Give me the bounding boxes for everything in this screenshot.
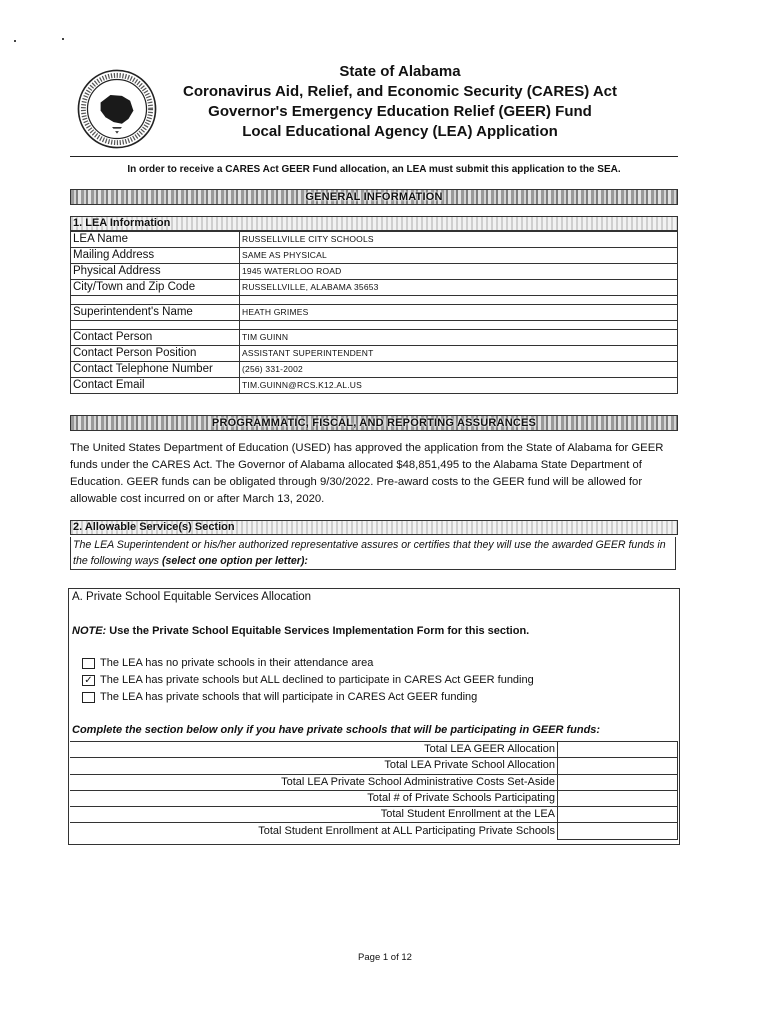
document-title: [170, 62, 630, 142]
general-information-band: [70, 189, 678, 205]
lea-field-value[interactable]: HEATH GRIMES: [240, 305, 678, 321]
lea-field-value[interactable]: TIM GUINN: [240, 330, 678, 346]
lea-field-label: LEA Name: [71, 232, 240, 248]
lea-field-value[interactable]: [240, 321, 678, 330]
totals-label: Total LEA Private School Allocation: [70, 758, 558, 774]
lea-field-label: Superintendent's Name: [71, 305, 240, 321]
lea-field-label: [71, 296, 240, 305]
private-school-note: [72, 625, 529, 637]
option-label: The LEA has no private schools in their attendance area: [100, 657, 374, 669]
lea-information-table: [70, 231, 678, 394]
lea-field-label: Contact Telephone Number: [71, 362, 240, 378]
lea-field-value[interactable]: TIM.GUINN@RCS.K12.AL.US: [240, 378, 678, 394]
note-prefix: NOTE:: [72, 625, 107, 637]
totals-row: [70, 774, 678, 790]
section-heading: PROGRAMMATIC, FISCAL, AND REPORTING ASSURANCES: [211, 417, 537, 429]
lea-info-row: [71, 378, 678, 394]
subsection-heading: 2. Allowable Service(s) Section: [73, 521, 235, 533]
lea-info-row: [71, 362, 678, 378]
title-line: Governor's Emergency Education Relief (GEER) Fund: [208, 103, 592, 120]
allowable-note-text: The LEA Superintendent or his/her authorized representative assures or certifies that they will use the awarded GEER funds in the following ways: [73, 539, 666, 567]
header-divider: [70, 156, 678, 157]
scan-speck: [62, 38, 64, 40]
private-school-totals-table: [70, 741, 678, 840]
totals-label: Total Student Enrollment at the LEA: [70, 807, 558, 823]
totals-row: [70, 790, 678, 806]
totals-row: [70, 807, 678, 823]
lea-field-value[interactable]: ASSISTANT SUPERINTENDENT: [240, 346, 678, 362]
section-heading: GENERAL INFORMATION: [305, 191, 443, 203]
lea-field-label: Physical Address: [71, 264, 240, 280]
allowable-note: [70, 537, 676, 570]
lea-info-row: [71, 305, 678, 321]
lea-info-row: [71, 296, 678, 305]
totals-label: Total LEA Private School Administrative Costs Set-Aside: [70, 774, 558, 790]
totals-row: [70, 758, 678, 774]
assurance-paragraph: The United States Department of Education (USED) has approved the application from the State of Alabama for GEER funds under the CARES Act. The Governor of Alabama allocated $48,851,495 to the Alabama State Department of Education. GEER funds can be obligated through 9/30/2022. Pre-award costs to the GEER fund will be allowed for allowable cost incurred on or after March 13, 2020.: [70, 442, 664, 505]
lea-info-row: [71, 346, 678, 362]
option-label: The LEA has private schools but ALL declined to participate in CARES Act GEER funding: [100, 674, 534, 686]
totals-label: Total LEA GEER Allocation: [70, 742, 558, 758]
totals-value-field[interactable]: [558, 823, 678, 839]
lea-field-label: [71, 321, 240, 330]
no-private-schools-checkbox[interactable]: [82, 658, 95, 669]
page-number: Page 1 of 12: [358, 952, 412, 963]
lea-info-row: [71, 330, 678, 346]
lea-field-value[interactable]: [240, 296, 678, 305]
intro-instruction: In order to receive a CARES Act GEER Fund allocation, an LEA must submit this application to the SEA.: [127, 164, 621, 175]
lea-field-label: City/Town and Zip Code: [71, 280, 240, 296]
lea-info-row: [71, 248, 678, 264]
lea-information-band: [70, 216, 678, 231]
allowable-services-band: [70, 520, 678, 535]
title-line: Coronavirus Aid, Relief, and Economic Security (CARES) Act: [183, 83, 617, 100]
lea-info-row: [71, 264, 678, 280]
lea-info-row: [71, 232, 678, 248]
totals-row: [70, 742, 678, 758]
assurances-band: [70, 415, 678, 431]
private-school-heading: A. Private School Equitable Services Allocation: [72, 591, 312, 603]
totals-row: [70, 823, 678, 839]
totals-value-field[interactable]: [558, 742, 678, 758]
totals-label: Total # of Private Schools Participating: [70, 790, 558, 806]
lea-field-value[interactable]: RUSSELLVILLE, ALABAMA 35653: [240, 280, 678, 296]
totals-value-field[interactable]: [558, 807, 678, 823]
lea-field-label: Contact Email: [71, 378, 240, 394]
lea-field-label: Contact Person Position: [71, 346, 240, 362]
lea-field-value[interactable]: 1945 WATERLOO ROAD: [240, 264, 678, 280]
totals-value-field[interactable]: [558, 758, 678, 774]
complete-section-note: Complete the section below only if you have private schools that will be participating in GEER funds:: [72, 724, 601, 736]
totals-value-field[interactable]: [558, 790, 678, 806]
title-line: State of Alabama: [339, 63, 461, 80]
title-line: Local Educational Agency (LEA) Application: [242, 123, 558, 140]
lea-field-label: Mailing Address: [71, 248, 240, 264]
totals-value-field[interactable]: [558, 774, 678, 790]
lea-field-value[interactable]: RUSSELLVILLE CITY SCHOOLS: [240, 232, 678, 248]
lea-info-row: [71, 321, 678, 330]
allowable-note-instruction: (select one option per letter):: [161, 555, 308, 567]
lea-field-value[interactable]: SAME AS PHYSICAL: [240, 248, 678, 264]
totals-label: Total Student Enrollment at ALL Participating Private Schools: [70, 823, 558, 839]
lea-field-value[interactable]: (256) 331-2002: [240, 362, 678, 378]
option-label: The LEA has private schools that will participate in CARES Act GEER funding: [100, 691, 478, 703]
will-participate-checkbox[interactable]: [82, 692, 95, 703]
note-text: Use the Private School Equitable Services Implementation Form for this section.: [109, 625, 530, 637]
lea-info-row: [71, 280, 678, 296]
lea-field-label: Contact Person: [71, 330, 240, 346]
state-seal-icon: [76, 68, 158, 150]
subsection-heading: 1. LEA Information: [73, 217, 171, 229]
all-declined-checkbox[interactable]: ✓: [82, 675, 95, 686]
scan-speck: [14, 40, 16, 42]
